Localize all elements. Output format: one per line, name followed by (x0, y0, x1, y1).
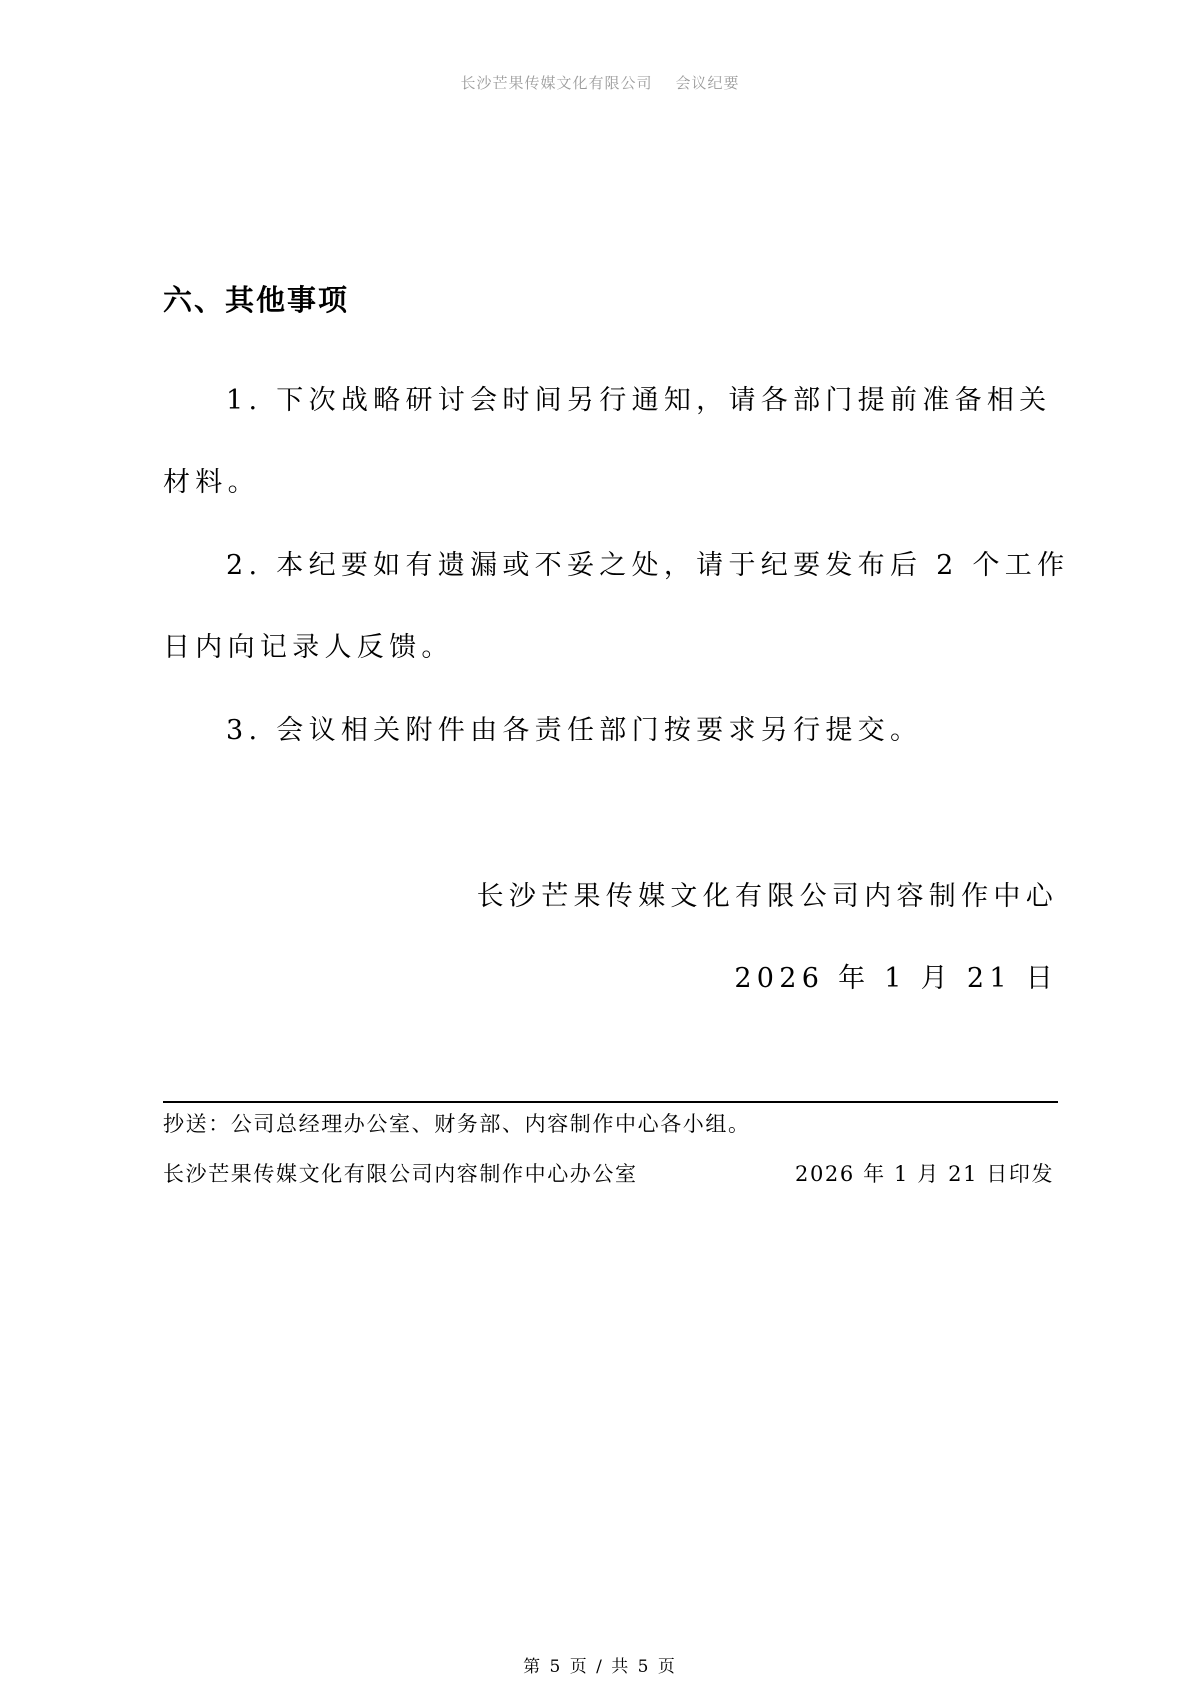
list-item-1-text-line-1: 下次战略研讨会时间另行通知，请各部门提前准备相关 (276, 385, 1052, 416)
list-item-3-number: 3. (226, 715, 263, 746)
signature-issuer: 长沙芒果传媒文化有限公司内容制作中心 (476, 881, 1058, 912)
list-item-3-text-line-1: 会议相关附件由各责任部门按要求另行提交。 (276, 715, 923, 746)
header-doc-type: 会议纪要 (675, 74, 740, 92)
running-header (0, 72, 1200, 93)
list-item-1-line-2: 材料。 (163, 467, 260, 498)
signature-date: 2026 年 1 月 21 日 (734, 963, 1058, 994)
list-item-3-line-1 (226, 708, 922, 747)
list-item-2-text-line-1: 本纪要如有遗漏或不妥之处，请于纪要发布后 2 个工作 (276, 550, 1070, 581)
page-number: 第 5 页 / 共 5 页 (523, 1657, 677, 1677)
cc-line: 抄送：公司总经理办公室、财务部、内容制作中心各小组。 (163, 1112, 751, 1136)
list-item-1-line-1 (226, 378, 1051, 417)
print-date: 2026 年 1 月 21 日印发 (795, 1162, 1055, 1186)
issuing-office: 长沙芒果传媒文化有限公司内容制作中心办公室 (163, 1162, 638, 1186)
list-item-2-number: 2. (226, 550, 263, 581)
footnote-rule (163, 1101, 1058, 1103)
header-company: 长沙芒果传媒文化有限公司 (460, 74, 653, 92)
list-item-2-line-1 (226, 543, 1069, 582)
list-item-2-line-2: 日内向记录人反馈。 (163, 632, 454, 663)
list-item-1-number: 1. (226, 385, 263, 416)
section-heading: 六、其他事项 (163, 283, 350, 317)
